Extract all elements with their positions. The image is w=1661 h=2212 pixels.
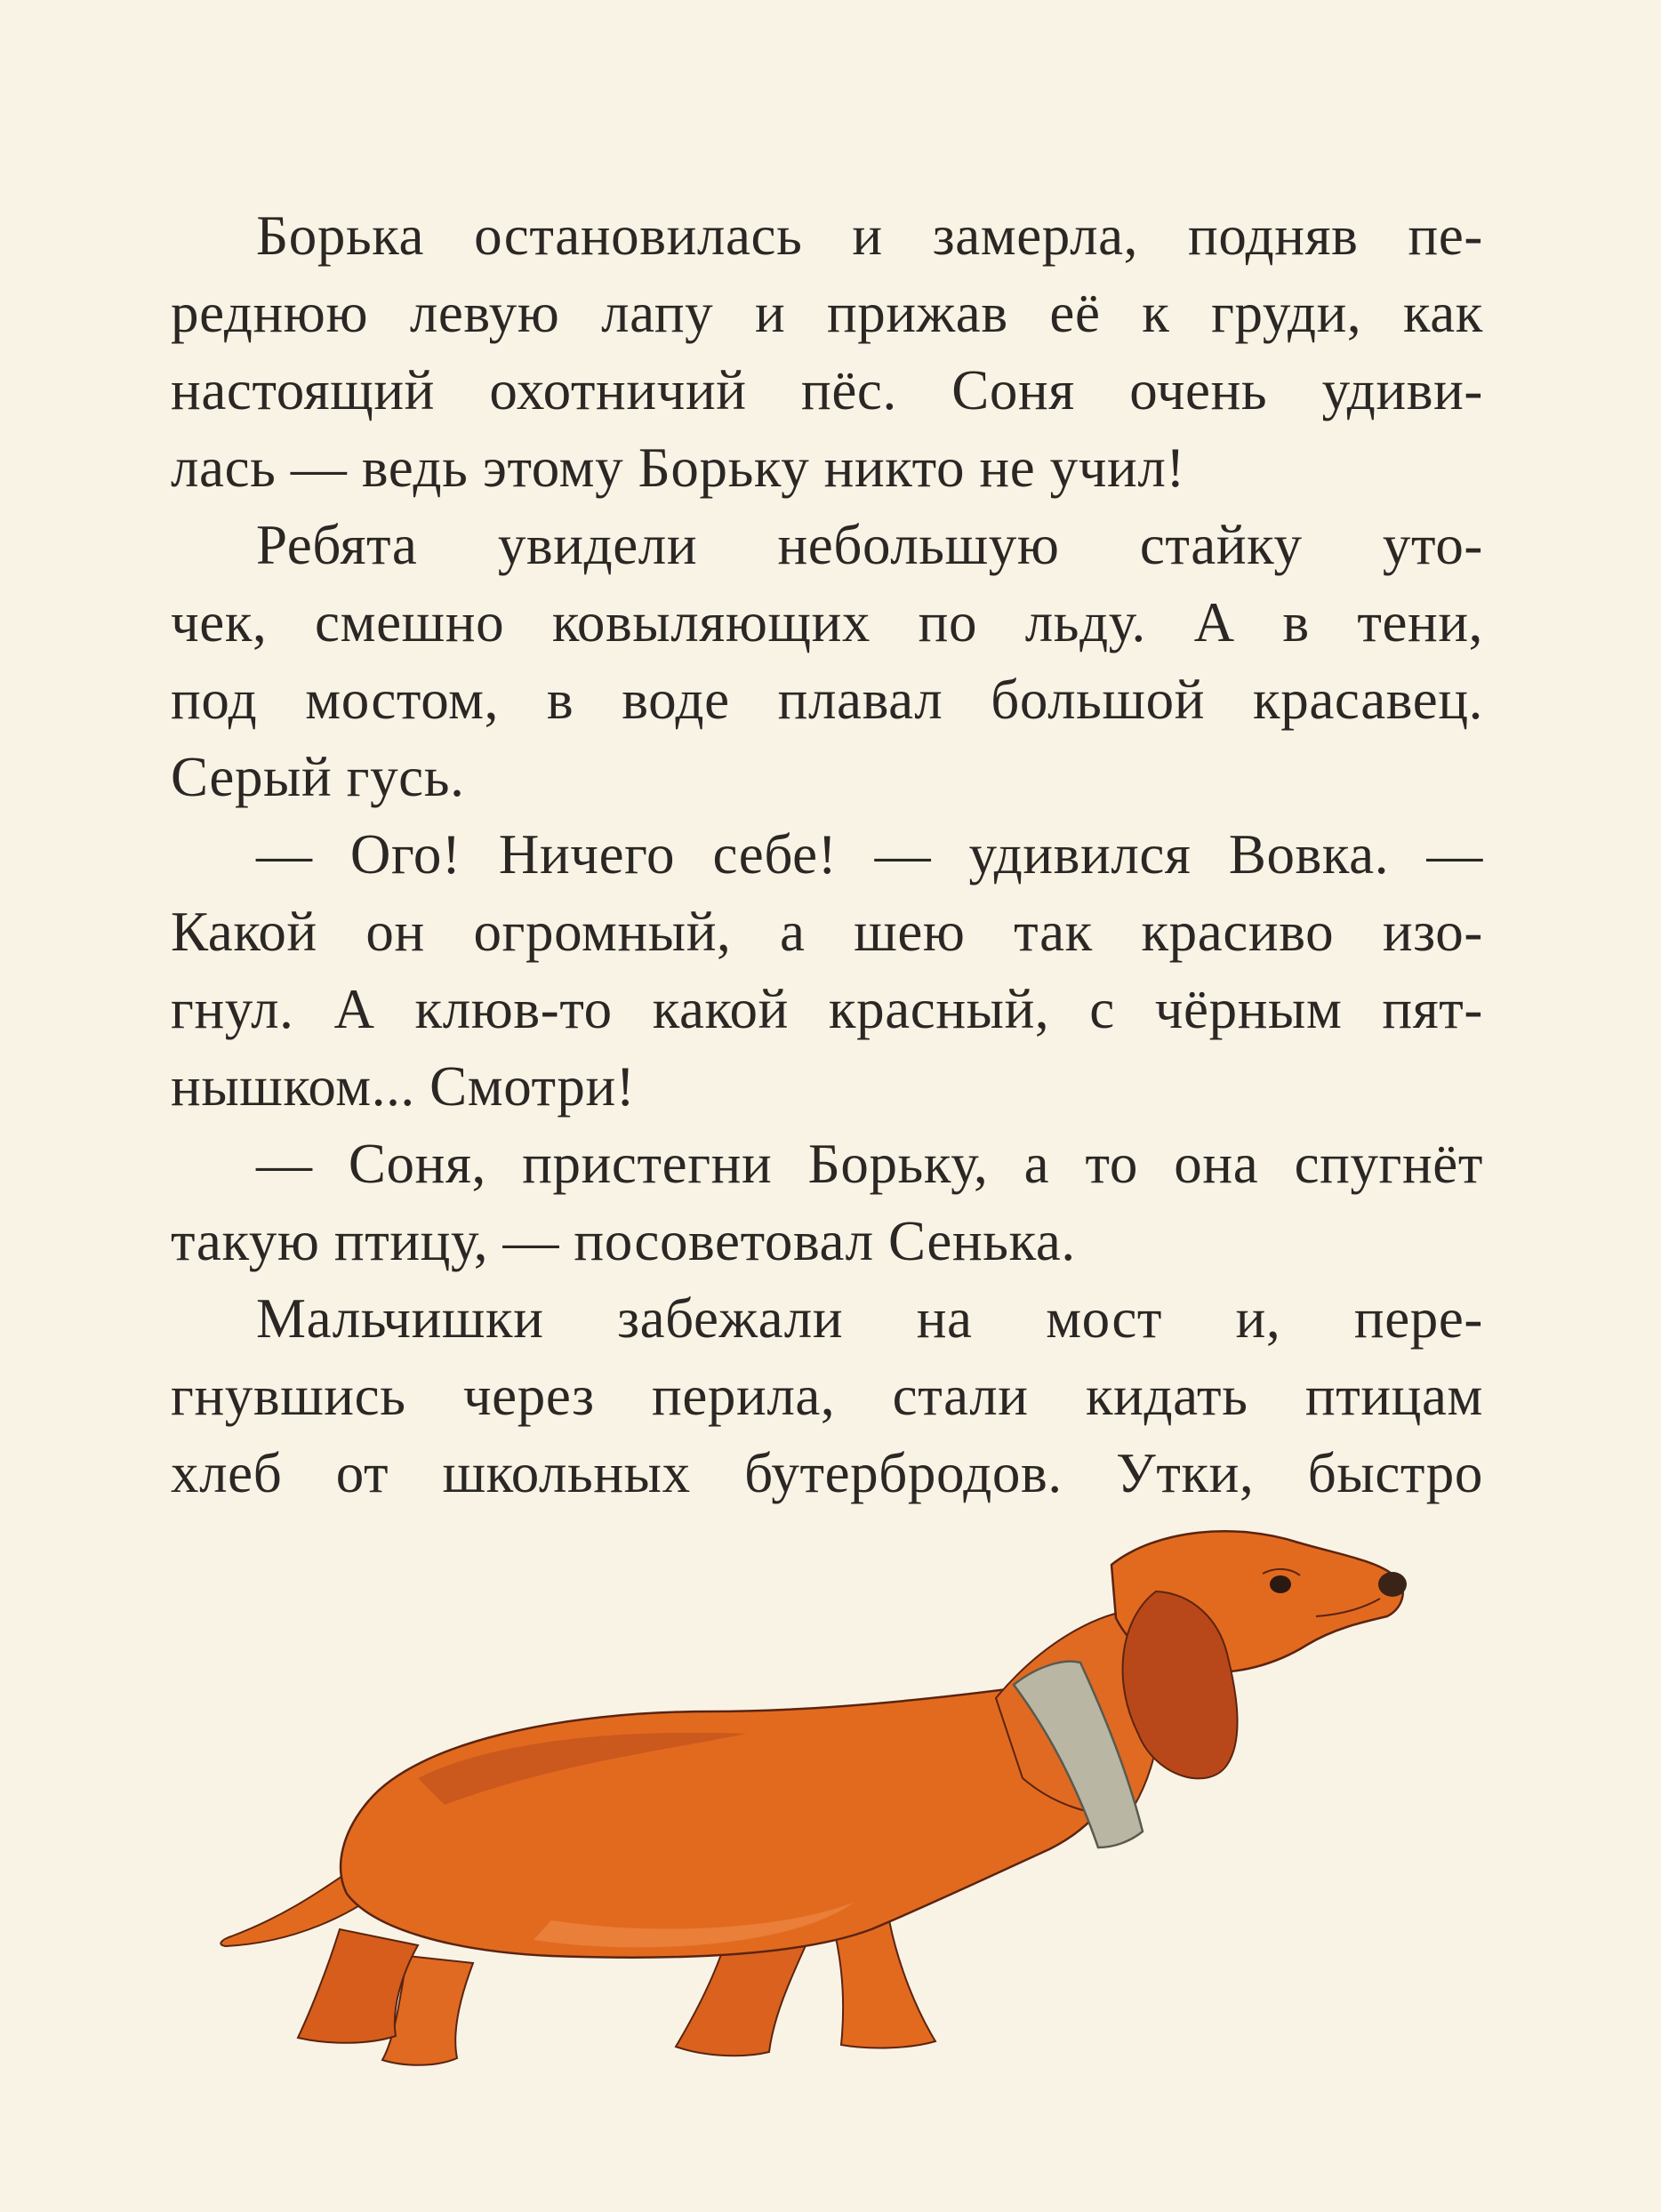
paragraph-line: гнул. А клюв-то какой красный, с чёрным пят- (171, 978, 1483, 1040)
paragraph-line: — Ого! Ничего себе! — удивился Вовка. — (256, 823, 1483, 886)
paragraph-line: Мальчишки забежали на мост и, пере- (256, 1287, 1483, 1350)
paragraph-line: хлеб от школьных бутербродов. Утки, быстро (171, 1442, 1483, 1504)
paragraph-line: под мостом, в воде плавал большой красавец. (171, 669, 1483, 731)
paragraph-line: Серый гусь. (171, 746, 465, 808)
dog-nose (1378, 1572, 1407, 1597)
paragraph-line: настоящий охотничий пёс. Соня очень удиви- (171, 359, 1483, 421)
story-text (171, 197, 1483, 1512)
paragraph-line: реднюю левую лапу и прижав её к груди, как (171, 282, 1483, 344)
paragraph-line: Какой он огромный, а шею так красиво изо- (171, 901, 1483, 963)
paragraph-line: Борька остановилась и замерла, подняв пе- (256, 204, 1483, 267)
paragraph-line: — Соня, пристегни Борьку, а то она спугнёт (256, 1133, 1483, 1195)
paragraph-line: гнувшись через перила, стали кидать птицам (171, 1365, 1483, 1427)
paragraph-line: нышком... Смотри! (171, 1055, 636, 1118)
paragraph-line: такую птицу, — посоветовал Сенька. (171, 1210, 1076, 1272)
dachshund-illustration (213, 1511, 1458, 2134)
paragraph-line: Ребята увидели небольшую стайку уто- (256, 514, 1483, 576)
dog-eye (1270, 1575, 1291, 1593)
paragraph-line: чек, смешно ковыляющих по льду. А в тени, (171, 591, 1483, 653)
paragraph-line: лась — ведь этому Борьку никто не учил! (171, 437, 1185, 499)
